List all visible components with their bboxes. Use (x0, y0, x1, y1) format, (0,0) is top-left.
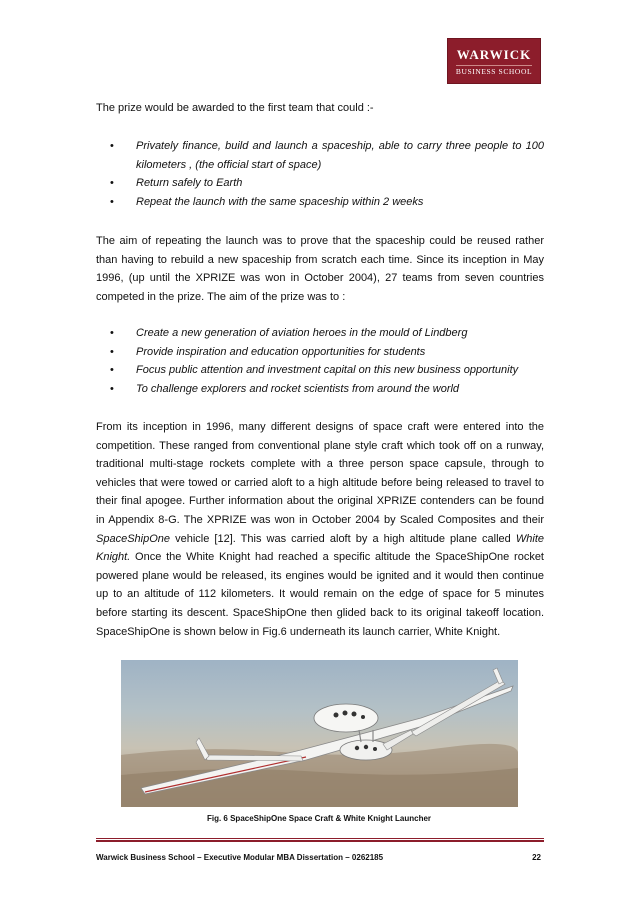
warwick-logo (447, 38, 541, 84)
footer-text: Warwick Business School – Executive Modular MBA Dissertation – 0262185 (96, 853, 384, 862)
footer-rule-thick (96, 840, 544, 842)
logo-title: WARWICK (456, 47, 532, 62)
intro-text: The prize would be awarded to the first team that could :- (96, 102, 374, 114)
figure-caption: Fig. 6 SpaceShipOne Space Craft & White Knight Launcher (206, 814, 432, 823)
text-run: vehicle [12]. This was carried aloft by a high altitude plane called (170, 532, 516, 545)
paragraph-text (96, 418, 544, 641)
footer-rule (96, 838, 544, 839)
intro-block (96, 99, 544, 118)
aircraft-illustration (121, 660, 518, 807)
paragraph-3 (96, 418, 544, 641)
list-item: • To challenge explorers and rocket scientists from around the world (110, 380, 544, 399)
aims-list (96, 324, 544, 398)
list-item: • Create a new generation of aviation heroes in the mould of Lindberg (110, 324, 544, 343)
list-item: • Privately finance, build and launch a spaceship, able to carry three people to 100 kilometers , (the official start of space) (110, 137, 544, 174)
list-item: • Repeat the launch with the same spaceship within 2 weeks (110, 193, 544, 212)
text-run: From its inception in 1996, many different designs of space craft were entered into the competition. These ranged from conventional plane style craft which took off on a runway, traditional multi-stage rockets complete with a three person space capsule, through to vehicles that were towed or carried aloft to a high altitude before being released to travel to their final apogee. Further information about the original XPRIZE contenders can be found in Appendix 8-G. The XPRIZE was won in October 2004 by Scaled Composites and their (96, 421, 544, 526)
text-emphasis: SpaceShipOne (96, 532, 170, 545)
figure-photo (121, 660, 518, 807)
list-item: • Focus public attention and investment capital on this new business opportunity (110, 361, 544, 380)
paragraph-2 (96, 232, 544, 306)
logo-subtitle: BUSINESS SCHOOL (455, 67, 533, 76)
list-item: • Provide inspiration and education opportunities for students (110, 343, 544, 362)
text-run: Once the White Knight had reached a specific altitude the SpaceShipOne rocket powered plane would be released, its engines would be ignited and it would then continue up to an altitude of 112 kilometers. It would remain on the edge of space for 5 minutes before starting its descent. SpaceShipOne then glided back to its original takeoff location. SpaceShipOne is shown below in Fig.6 underneath its launch carrier, White Knight. (96, 551, 544, 638)
list-item: • Return safely to Earth (110, 174, 544, 193)
text-emphasis: White Knight. (96, 532, 544, 564)
page-number: 22 (532, 853, 541, 862)
paragraph-text: The aim of repeating the launch was to prove that the spaceship could be reused rather than having to rebuild a new spaceship from scratch each time. Since its inception in May 1996, (up until the XPRIZE was won in October 2004), 27 teams from seven countries competed in the prize. The aim of the prize was to : (96, 235, 544, 303)
logo-rule (456, 65, 532, 66)
page-footer (96, 853, 544, 862)
criteria-list (96, 137, 544, 211)
